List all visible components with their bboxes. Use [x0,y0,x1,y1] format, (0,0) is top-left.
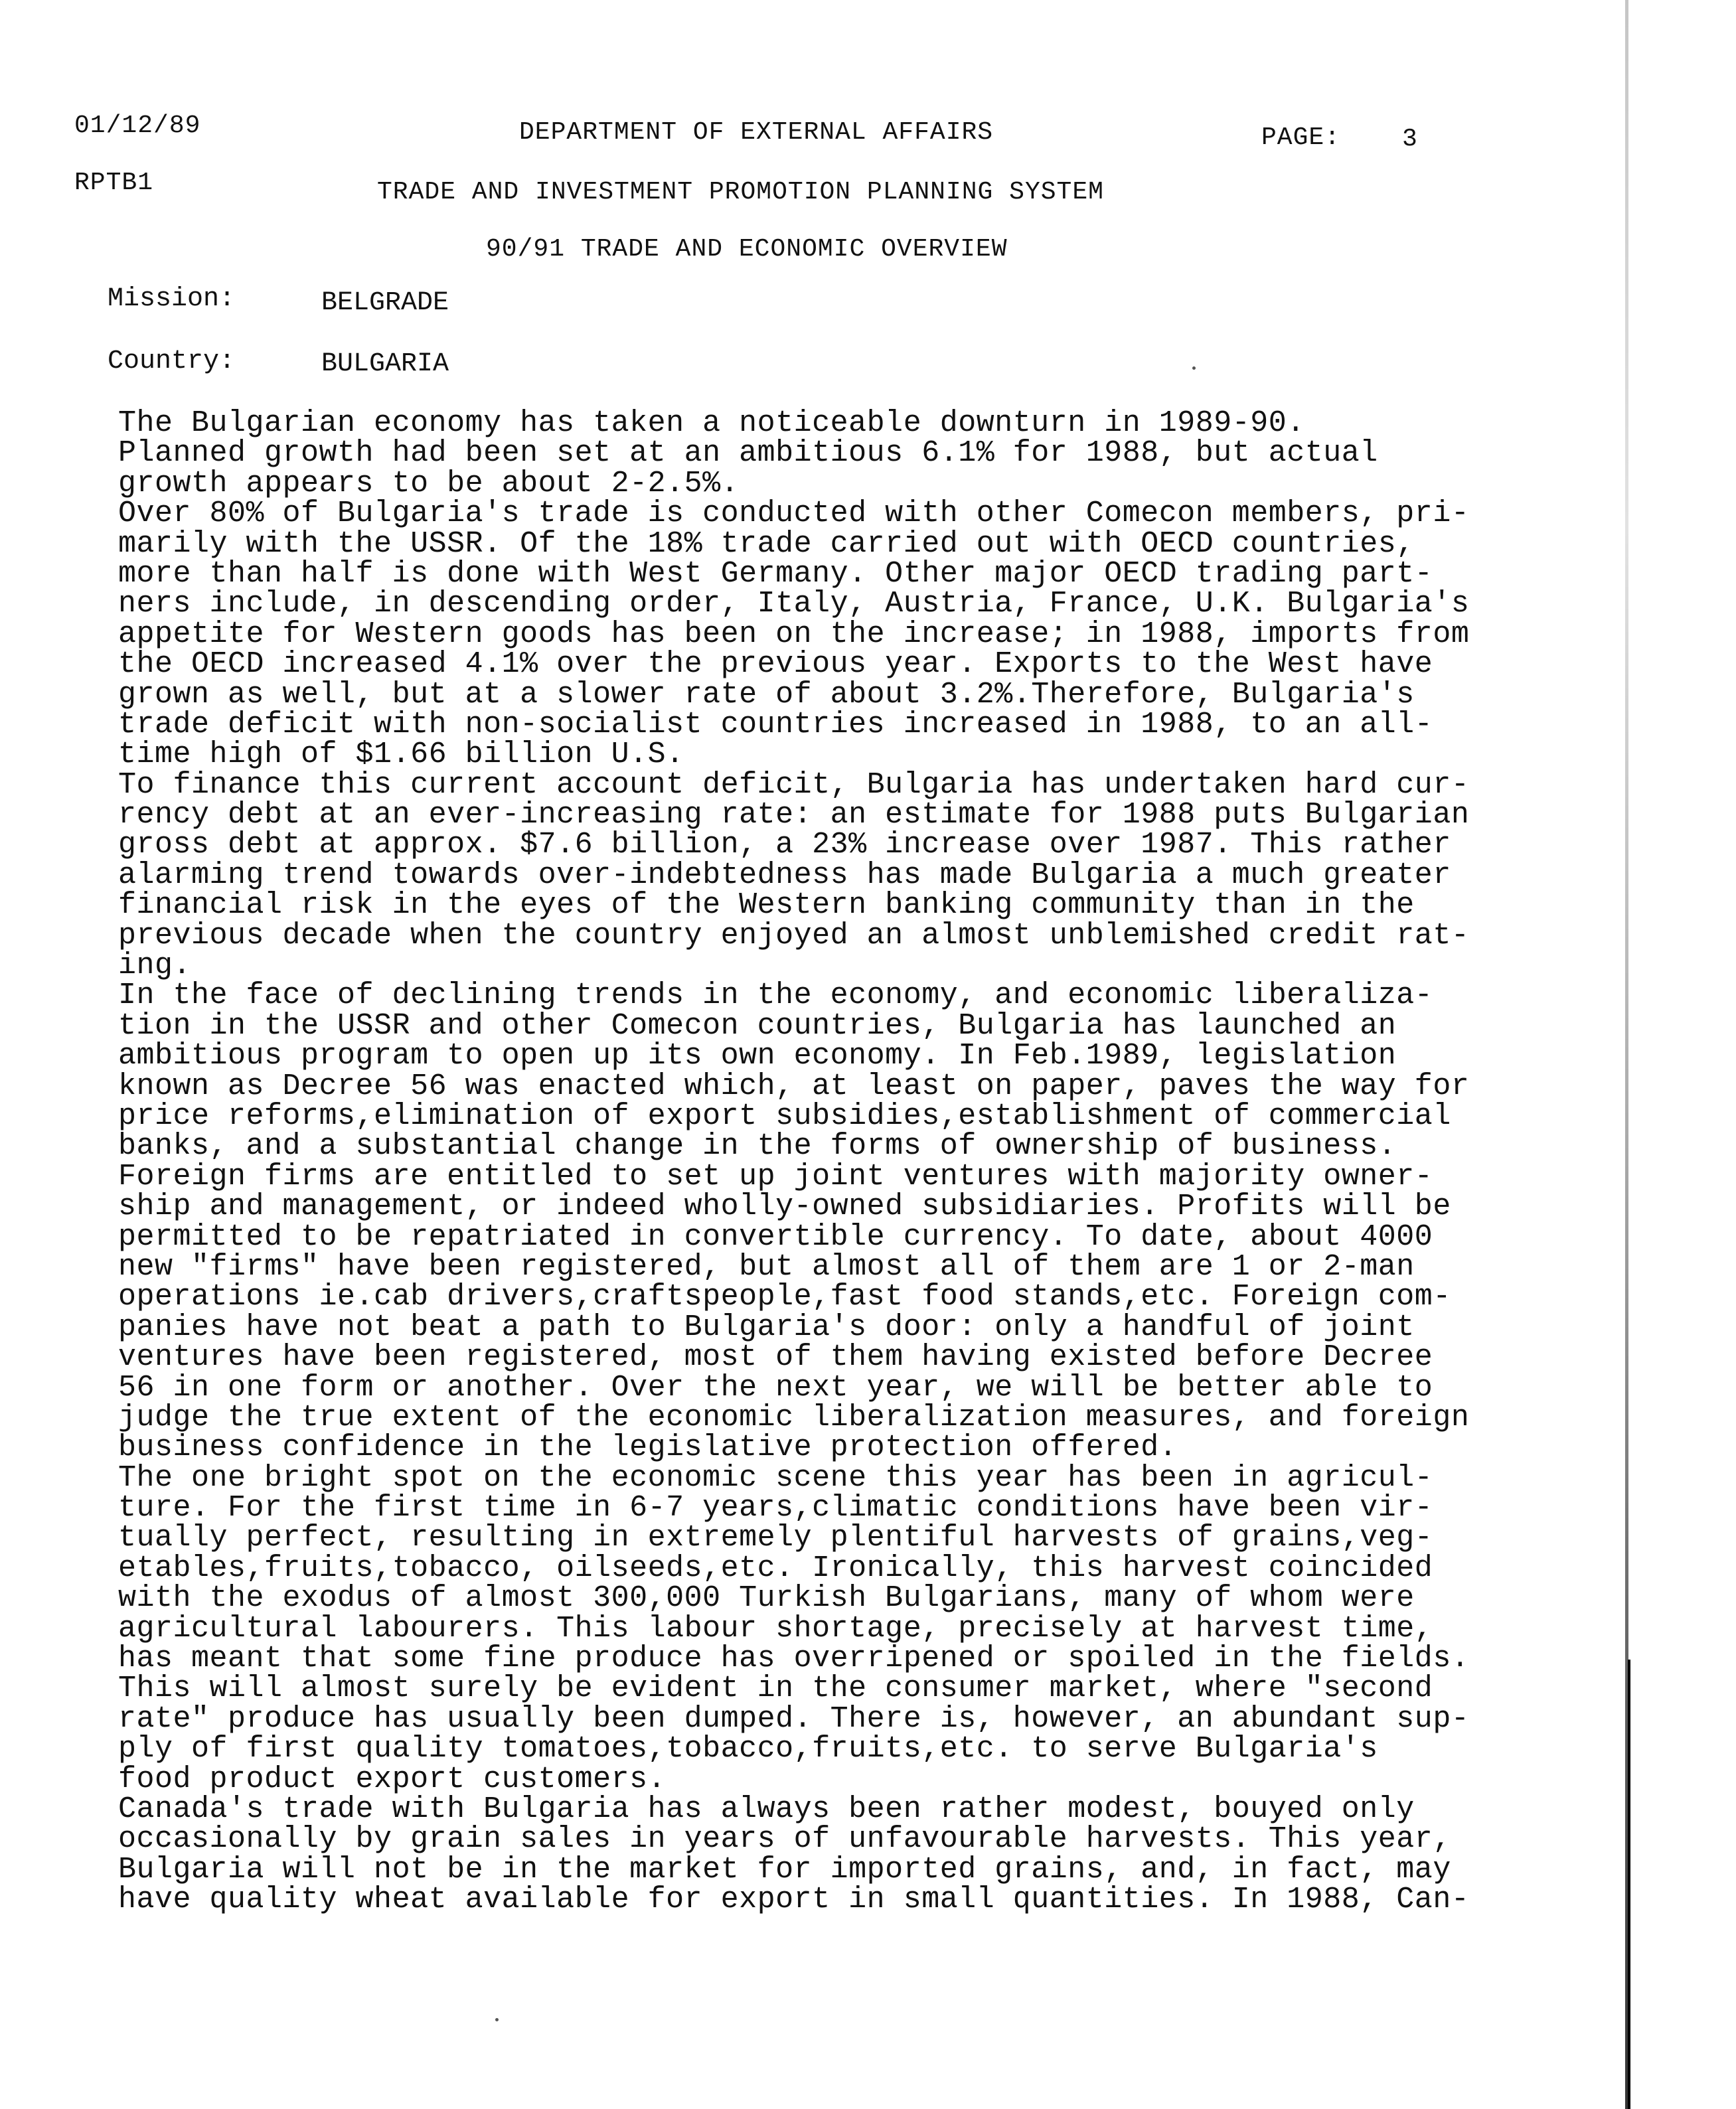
body-line: tually perfect, resulting in extremely plentiful harvests of grains,veg- [118,1521,1433,1555]
body-line: panies have not beat a path to Bulgaria's door: only a handful of joint [118,1310,1415,1344]
report-date: 01/12/89 [74,112,201,140]
country-value: BULGARIA [321,349,449,379]
scan-speck [1192,366,1196,370]
body-line: have quality wheat available for export in small quantities. In 1988, Can- [118,1883,1470,1917]
body-line: new "firms" have been registered, but almost all of them are 1 or 2-man [118,1249,1415,1284]
report-title: 90/91 TRADE AND ECONOMIC OVERVIEW [486,235,1008,264]
body-line: trade deficit with non-socialist countries increased in 1988, to an all- [118,707,1433,742]
page-label: PAGE: [1261,123,1341,152]
body-line: financial risk in the eyes of the Western banking community than in the [118,888,1415,923]
body-line: judge the true extent of the economic liberalization measures, and foreign [118,1400,1470,1435]
body-line: alarming trend towards over-indebtedness has made Bulgaria a much greater [118,858,1451,892]
body-line: more than half is done with West Germany. Other major OECD trading part- [118,556,1433,591]
body-line: rency debt at an ever-increasing rate: an estimate for 1988 puts Bulgarian [118,798,1470,832]
country-label: Country: [108,347,236,376]
page-number: 3 [1402,125,1418,153]
report-code: RPTB1 [74,169,154,197]
body-line: known as Decree 56 was enacted which, at least on paper, paves the way for [118,1069,1470,1103]
body-line: grown as well, but at a slower rate of about 3.2%.Therefore, Bulgaria's [118,677,1415,712]
body-line: Bulgaria will not be in the market for imported grains, and, in fact, may [118,1852,1451,1887]
body-line: To finance this current account deficit, Bulgaria has undertaken hard cur- [118,767,1470,802]
body-line: ventures have been registered, most of them having existed before Decree [118,1340,1433,1375]
body-line: Over 80% of Bulgaria's trade is conducted with other Comecon members, pri- [118,497,1470,531]
mission-label: Mission: [108,284,236,314]
body-line: Canada's trade with Bulgaria has always been rather modest, bouyed only [118,1792,1415,1826]
body-line: In the face of declining trends in the economy, and economic liberaliza- [118,978,1433,1013]
body-line: growth appears to be about 2-2.5%. [118,466,740,501]
body-line: The Bulgarian economy has taken a noticeable downturn in 1989-90. [118,406,1305,440]
body-line: ambitious program to open up its own economy. In Feb.1989, legislation [118,1039,1397,1073]
body-line: gross debt at approx. $7.6 billion, a 23% increase over 1987. This rather [118,828,1451,862]
body-line: rate" produce has usually been dumped. There is, however, an abundant sup- [118,1701,1470,1736]
mission-value: BELGRADE [321,288,449,318]
body-line: time high of $1.66 billion U.S. [118,738,684,772]
body-line: banks, and a substantial change in the forms of ownership of business. [118,1129,1397,1164]
body-line: previous decade when the country enjoyed an almost unblemished credit rat- [118,918,1470,953]
page-edge-shadow [1628,1660,1630,2109]
scan-speck [495,2018,499,2021]
body-line: ply of first quality tomatoes,tobacco,fruits,etc. to serve Bulgaria's [118,1732,1378,1766]
body-line: with the exodus of almost 300,000 Turkish Bulgarians, many of whom were [118,1581,1415,1616]
body-line: agricultural labourers. This labour shortage, precisely at harvest time, [118,1611,1433,1646]
body-line: food product export customers. [118,1762,667,1796]
body-line: Planned growth had been set at an ambitious 6.1% for 1988, but actual [118,436,1378,471]
body-line: marily with the USSR. Of the 18% trade carried out with OECD countries, [118,526,1415,561]
body-line: business confidence in the legislative protection offered. [118,1431,1178,1465]
body-line: ing. [118,949,192,983]
body-line: etables,fruits,tobacco, oilseeds,etc. Ironically, this harvest coincided [118,1551,1433,1585]
body-line: ners include, in descending order, Italy, Austria, France, U.K. Bulgaria's [118,587,1470,621]
body-line: tion in the USSR and other Comecon countries, Bulgaria has launched an [118,1008,1397,1043]
body-line: Foreign firms are entitled to set up joint ventures with majority owner- [118,1159,1433,1194]
body-line: appetite for Western goods has been on the increase; in 1988, imports from [118,617,1470,651]
body-line: The one bright spot on the economic scene this year has been in agricul- [118,1460,1433,1495]
body-line: This will almost surely be evident in the consumer market, where "second [118,1672,1433,1706]
body-line: ship and management, or indeed wholly-owned subsidiaries. Profits will be [118,1190,1451,1224]
body-line: operations ie.cab drivers,craftspeople,fast food stands,etc. Foreign com- [118,1280,1451,1314]
body-line: ture. For the first time in 6-7 years,climatic conditions have been vir- [118,1491,1433,1525]
overview-body-text [118,406,1470,1917]
body-line: 56 in one form or another. Over the next year, we will be better able to [118,1370,1433,1405]
body-line: permitted to be repatriated in convertible currency. To date, about 4000 [118,1219,1433,1254]
body-line: price reforms,elimination of export subsidies,establishment of commercial [118,1099,1451,1133]
department-name: DEPARTMENT OF EXTERNAL AFFAIRS [519,118,994,147]
body-line: has meant that some fine produce has overripened or spoiled in the fields. [118,1642,1470,1676]
body-line: the OECD increased 4.1% over the previous year. Exports to the West have [118,647,1433,682]
system-name: TRADE AND INVESTMENT PROMOTION PLANNING SYSTEM [377,178,1104,206]
body-line: occasionally by grain sales in years of unfavourable harvests. This year, [118,1822,1451,1857]
